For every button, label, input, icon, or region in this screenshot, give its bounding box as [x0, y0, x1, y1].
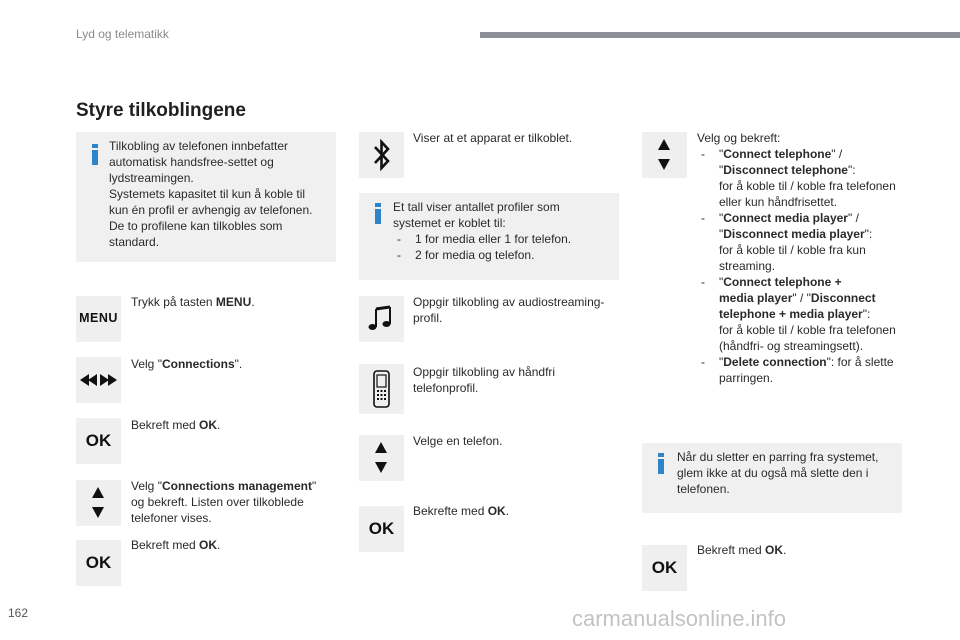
info-text: Et tall viser antallet profiler som systemet er koblet til: - 1 for media eller 1 for telefon. - 2 for media og telefon. [393, 199, 615, 263]
ok-key-icon: OK [76, 418, 121, 464]
info-box-profiles [359, 193, 619, 280]
select-phone-description: Velge en telefon. [413, 434, 503, 448]
phone-description: Oppgir tilkobling av håndfri telefonprofil. [413, 365, 556, 395]
info-box-connections [76, 132, 336, 262]
step-confirm-ok: Bekreft med OK. [131, 418, 221, 432]
ok-key-icon: OK [359, 506, 404, 552]
info-text: Tilkobling av telefonen innbefatter automatisk handsfree-settet og lydstreamingen. Systemets kapasitet til kun å koble til kun én profil er avhengig av telefonen. De to profilene kan tilkobles som standard. [109, 139, 313, 249]
connection-options: Velg og bekreft: - "Connect telephone" / "Disconnect telephone": for å koble til / koble fra telefonen eller kun håndfrisettet. - "Connect media player" / "Disconnect media player": for å koble til / koble fra kun streaming. - "Connect telephone + media player" / "Disconnect telephone + media player": for å koble til / koble fra telefonen (håndfri- og streamingsett). - "Delete connection": for å slette parringen. [697, 130, 912, 386]
music-description: Oppgir tilkobling av audiostreaming- profil. [413, 295, 605, 325]
ok-key-icon: OK [642, 545, 687, 591]
page-number: 162 [8, 606, 29, 620]
watermark: carmanualsonline.info [572, 606, 787, 631]
info-box-delete-pairing [642, 443, 902, 513]
bluetooth-description: Viser at et apparat er tilkoblet. [413, 131, 573, 145]
up-down-arrows-icon [359, 435, 404, 481]
step-confirm-ok: Bekreft med OK. [697, 543, 787, 557]
phone-icon [359, 364, 404, 414]
step-connections-management: Velg "Connections management" og bekreft. Listen over tilkoblede telefoner vises. [131, 479, 317, 525]
info-text: Når du sletter en parring fra systemet, glem ikke at du også må slette den i telefonen. [677, 450, 879, 496]
section-header: Lyd og telematikk [76, 27, 169, 41]
bluetooth-icon [359, 132, 404, 178]
up-down-arrows-icon [76, 480, 121, 526]
option-connect-media-player: - "Connect media player" / "Disconnect media player": for å koble til / koble fra kun streaming. [697, 210, 912, 274]
step-select-connections: Velg "Connections". [131, 357, 243, 371]
music-note-icon [359, 296, 404, 342]
ok-key-icon: OK [76, 540, 121, 586]
option-delete-connection: - "Delete connection": for å slette parringen. [697, 354, 912, 386]
menu-key-icon: MENU [76, 296, 121, 342]
step-confirm-ok: Bekrefte med OK. [413, 504, 510, 518]
up-down-arrows-icon [642, 132, 687, 178]
step-confirm-ok: Bekreft med OK. [131, 538, 221, 552]
step-press-menu: Trykk på tasten MENU. [131, 295, 255, 309]
page-title: Styre tilkoblingene [76, 100, 246, 121]
option-connect-telephone: - "Connect telephone" / "Disconnect telephone": for å koble til / koble fra telefonen eller kun håndfrisettet. [697, 146, 912, 210]
seek-arrows-icon [76, 357, 121, 403]
header-bar [480, 32, 960, 38]
option-connect-both: - "Connect telephone + media player" / "Disconnect telephone + media player": for å koble til / koble fra telefonen (håndfri- og streamingsett). [697, 274, 912, 354]
